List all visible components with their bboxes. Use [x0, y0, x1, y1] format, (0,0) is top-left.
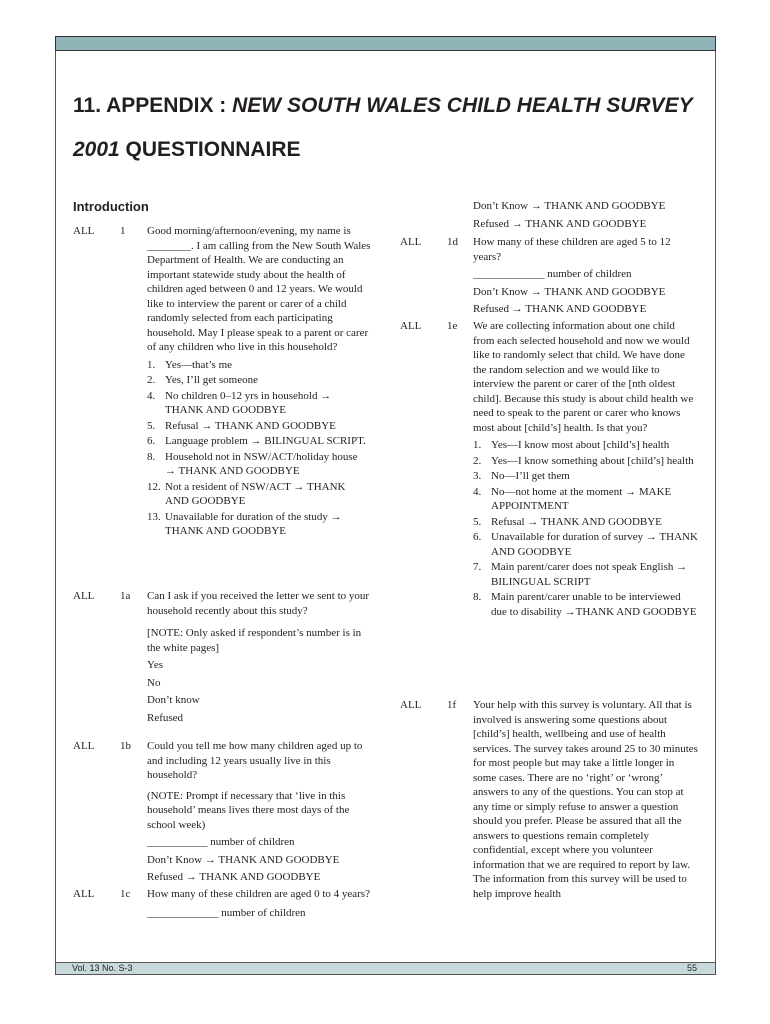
- header-band: [55, 36, 716, 51]
- answer-line: _____________ number of children: [147, 906, 306, 919]
- answer-option: [147, 434, 371, 449]
- option-text: Unavailable for duration of the study → THANK AND GOODBYE: [165, 510, 342, 537]
- option-text: Main parent/carer does not speak English → BILINGUAL SCRIPT: [491, 561, 688, 588]
- option-text: Refusal → THANK AND GOODBYE: [165, 419, 336, 432]
- section-heading: Introduction: [73, 199, 149, 214]
- option-number: 13.: [147, 510, 161, 523]
- question-text: How many of these children are aged 0 to 4 years?: [147, 888, 370, 900]
- option-list: [147, 358, 371, 539]
- option-list: [473, 438, 698, 619]
- answer-line: Refused → THANK AND GOODBYE: [473, 303, 647, 315]
- answer-line: Don’t know: [147, 694, 200, 706]
- answer-list: [147, 906, 371, 921]
- answer-line: Don’t Know → THANK AND GOODBYE: [473, 200, 666, 212]
- question-number: 1b: [120, 740, 131, 752]
- volume-label: Vol. 13 No. S-3: [72, 963, 133, 973]
- answer-option: [147, 373, 371, 388]
- answer-option: [473, 454, 698, 469]
- title-prefix: 11. APPENDIX :: [73, 94, 233, 117]
- option-text: Yes, I’ll get someone: [165, 374, 258, 386]
- page-number: 55: [686, 963, 697, 973]
- question-text: We are collecting information about one child from each selected household and now we would like to randomly select that child. We have done the random selection and we would like to interview the parent or carer of the [nth oldest child]. Because this study is about child health we need to speak to the parent or carer who knows most about [child’s] health. Is that you?: [473, 320, 694, 434]
- answer-option: [473, 485, 698, 514]
- option-number: 5.: [147, 419, 156, 432]
- option-text: Refusal → THANK AND GOODBYE: [491, 515, 662, 528]
- interviewer-note: (NOTE: Prompt if necessary that ‘live in this household’ means lives there most days of the school week): [147, 789, 350, 831]
- page-title: [73, 84, 693, 172]
- answer-line: Don’t Know → THANK AND GOODBYE: [147, 853, 340, 866]
- answer-option: [147, 450, 371, 479]
- answer-option: [473, 590, 698, 619]
- option-text: Main parent/carer unable to be interviewed due to disability →THANK AND GOODBYE: [491, 591, 697, 618]
- option-number: 6.: [473, 531, 482, 543]
- answer-line: _____________ number of children: [473, 268, 632, 280]
- answer-option: [147, 389, 371, 418]
- option-text: Yes—I know something about [child’s] health: [491, 454, 694, 467]
- answer-list: [473, 267, 698, 317]
- option-number: 6.: [147, 435, 156, 447]
- answer-option: [473, 560, 698, 589]
- answer-option: [147, 510, 371, 539]
- option-text: No children 0–12 yrs in household → THANK AND GOODBYE: [165, 389, 332, 416]
- option-text: Household not in NSW/ACT/holiday house → THANK AND GOODBYE: [165, 450, 358, 477]
- option-number: 1.: [147, 358, 156, 371]
- option-number: 2.: [473, 454, 482, 467]
- question-number: 1c: [120, 888, 131, 900]
- option-number: 2.: [147, 374, 156, 386]
- question-number: 1d: [447, 236, 458, 248]
- footer-band: [55, 962, 716, 975]
- option-number: 1.: [473, 439, 482, 451]
- option-text: Yes—I know most about [child’s] health: [491, 439, 670, 451]
- answer-option: [147, 358, 371, 373]
- answer-line: ___________ number of children: [147, 836, 295, 848]
- answer-option: [473, 469, 698, 484]
- question-text: Can I ask if you received the letter we sent to your household recently about this study?: [147, 590, 370, 617]
- option-number: 4.: [473, 485, 482, 498]
- answer-option: [473, 515, 698, 530]
- option-number: 3.: [473, 470, 482, 482]
- question-number: 1: [120, 225, 126, 237]
- answer-line: No: [147, 676, 161, 689]
- option-number: 8.: [473, 591, 482, 603]
- option-text: Language problem → BILINGUAL SCRIPT.: [165, 435, 366, 447]
- question-scope: ALL: [73, 740, 95, 752]
- title-italic: NEW SOUTH WALES CHILD HEALTH SURVEY 2001: [73, 94, 693, 161]
- answer-list: [147, 658, 371, 725]
- question-scope: ALL: [400, 236, 422, 248]
- option-number: 5.: [473, 515, 482, 528]
- title-suffix: QUESTIONNAIRE: [119, 138, 301, 161]
- option-text: Yes—that’s me: [165, 358, 233, 371]
- question-scope: ALL: [73, 888, 95, 900]
- question-scope: ALL: [400, 320, 422, 332]
- question-number: 1a: [120, 590, 131, 602]
- question-number: 1e: [447, 320, 458, 332]
- option-number: 8.: [147, 450, 156, 463]
- question-scope: ALL: [73, 590, 95, 602]
- answer-line: Refused → THANK AND GOODBYE: [473, 217, 647, 230]
- question-scope: ALL: [400, 699, 422, 711]
- answer-option: [473, 530, 698, 559]
- answer-line: Yes: [147, 659, 164, 671]
- option-number: 12.: [147, 480, 161, 493]
- answer-option: [147, 480, 371, 509]
- question-text: Good morning/afternoon/evening, my name is ________. I am calling from the New South Wales Department of Health. We are conducting an important statewide study about the health of children aged between 0 and 12 years. We would like to interview the parent or carer of a child randomly selected from each participating household. May I please speak to a parent or carer of any children who live in this household?: [147, 225, 371, 353]
- interviewer-note: [NOTE: Only asked if respondent’s number is in the white pages]: [147, 627, 362, 654]
- answer-option: [147, 419, 371, 434]
- option-text: No—not home at the moment → MAKE APPOINTMENT: [491, 485, 672, 512]
- option-number: 4.: [147, 389, 156, 402]
- option-number: 7.: [473, 561, 482, 573]
- question-1c-continued: [473, 199, 698, 234]
- answer-list: [147, 835, 371, 885]
- question-text: How many of these children are aged 5 to 12 years?: [473, 236, 671, 263]
- option-text: Unavailable for duration of survey → THANK AND GOODBYE: [491, 531, 698, 558]
- answer-line: Refused → THANK AND GOODBYE: [147, 871, 321, 883]
- question-scope: ALL: [73, 225, 95, 237]
- answer-line: Don’t Know → THANK AND GOODBYE: [473, 285, 666, 298]
- answer-list: [473, 199, 698, 231]
- option-text: Not a resident of NSW/ACT → THANK AND GOODBYE: [165, 480, 346, 507]
- answer-option: [473, 438, 698, 453]
- question-number: 1f: [447, 699, 457, 711]
- option-text: No—I’ll get them: [491, 470, 570, 482]
- answer-line: Refused: [147, 711, 184, 724]
- question-text: Your help with this survey is voluntary. All that is involved is answering some questions about [child’s] health, wellbeing and use of health services. The survey takes around 25 to 30 minutes for most people but may take a little longer in some cases. There are no ‘right’ or ‘wrong’ answers to any of the questions. You can stop at any time or simply refuse to answer a question should you prefer. Please be assured that all the answers to questions remain completely confidential, except where you volunteer information that we are required to report by law. The information from this survey will be used to help improve health: [473, 699, 698, 900]
- question-text: Could you tell me how many children aged up to and including 12 years usually live in this household?: [147, 740, 363, 781]
